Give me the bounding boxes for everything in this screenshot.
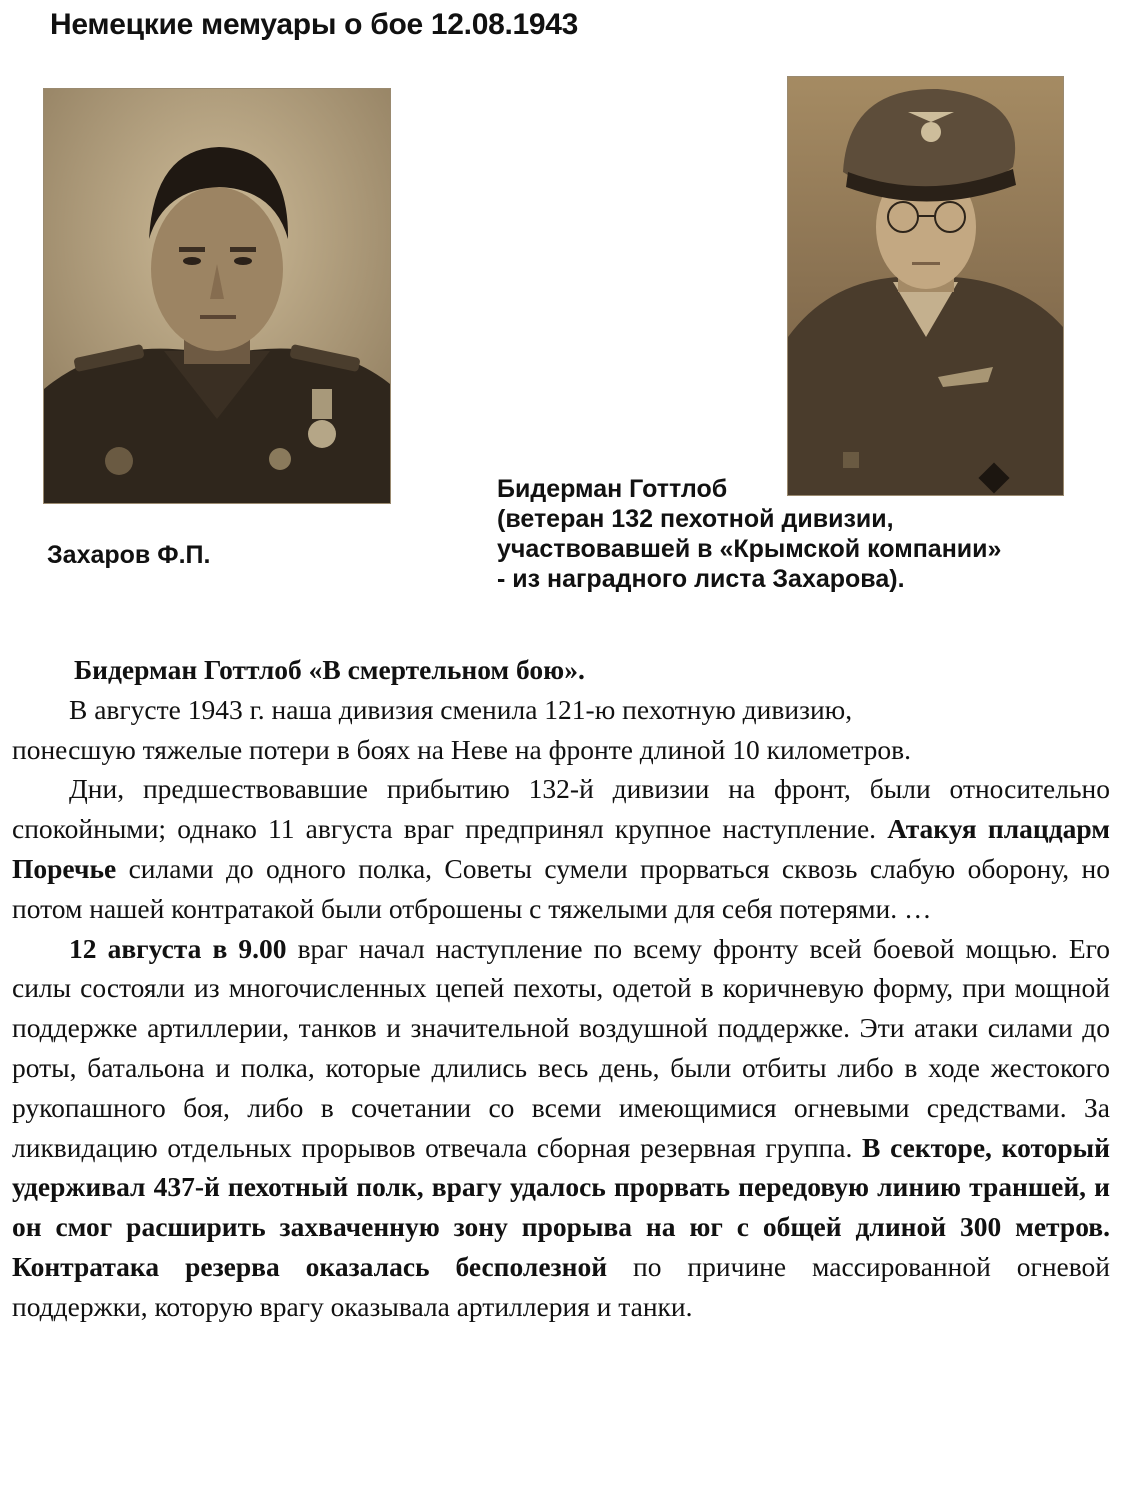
memoir-paragraph-line: В августе 1943 г. наша дивизия сменила 121-ю пехотную дивизию, (69, 693, 853, 725)
memoir-text (12, 650, 1110, 1327)
memoir-paragraph (12, 929, 1110, 1327)
biderman-caption-line: (ветеран 132 пехотной дивизии, (497, 505, 894, 533)
zakharov-portrait-photo (43, 88, 391, 504)
memoir-paragraph (12, 769, 1110, 928)
memoir-bold-run: Атакуя плацдарм Поречье (12, 813, 1110, 884)
memoir-bold-run: В секторе, который удерживал 437-й пехотный полк, врагу удалось прорвать передовую линию траншей, и он смог расширить захваченную зону прорыва на юг с общей длиной 300 метров. Контратака резерва оказалась бесполезной (12, 1131, 1110, 1282)
memoir-text-run: Дни, предшествовавшие прибытию 132-й дивизии на фронт, были относительно спокойными; однако 11 августа враг предпринял крупное наступление. (12, 773, 1110, 845)
memoir-paragraph-line: понесшую тяжелые потери в боях на Неве на фронте длиной 10 километров. (12, 733, 911, 765)
zakharov-caption: Захаров Ф.П. (47, 541, 211, 569)
memoir-text-run: силами до одного полка, Советы сумели прорваться сквозь слабую оборону, но потом нашей контратакой были отброшены с тяжелыми для себя потерями. … (12, 852, 1110, 924)
memoir-heading: Бидерман Готтлоб «В смертельном бою». (74, 654, 585, 685)
biderman-caption-line: участвовавшей в «Крымской компании» (497, 535, 1002, 563)
memoir-bold-run: 12 августа в 9.00 (69, 932, 287, 964)
memoir-text-run: враг начал наступление по всему фронту всей боевой мощью. Его силы состояли из многочисленных цепей пехоты, одетой в коричневую форму, при мощной поддержке артиллерии, танков и значительной воздушной поддержке. Эти атаки силами до роты, батальона и полка, которые длились весь день, были отбиты либо в ходе жестокого рукопашного боя, либо в сочетании со всеми имеющимися огневыми средствами. За ликвидацию отдельных прорывов отвечала сборная резервная группа. (12, 932, 1110, 1163)
memoir-text-run: по причине массированной огневой поддержки, которую врагу оказывала артиллерия и танки. (12, 1250, 1110, 1322)
biderman-caption-line: - из наградного листа Захарова). (497, 565, 905, 593)
biderman-caption-line: Бидерман Готтлоб (497, 475, 728, 503)
biderman-caption (497, 474, 1117, 594)
biderman-portrait-photo (787, 76, 1064, 496)
page-title: Немецкие мемуары о бое 12.08.1943 (50, 8, 579, 41)
